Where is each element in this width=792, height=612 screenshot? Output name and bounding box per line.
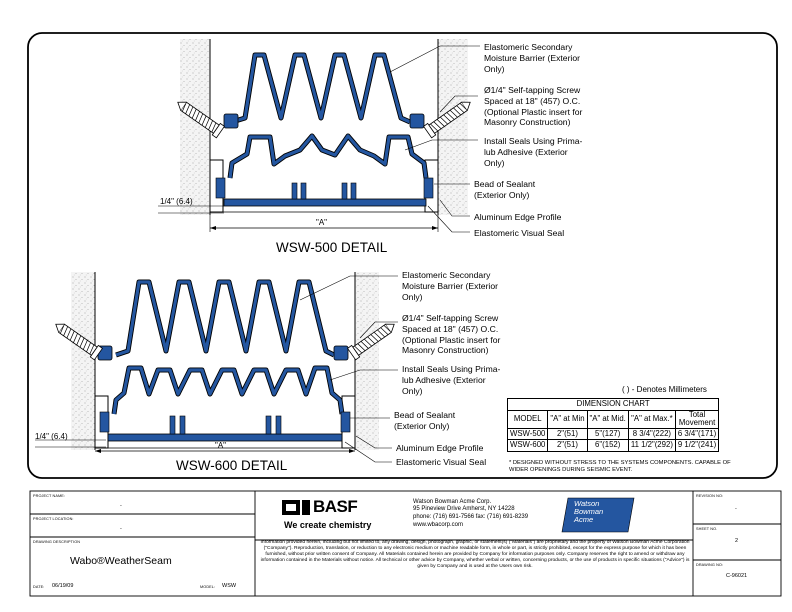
cell: 6 3/4"(171) [675,428,718,440]
dimension-chart-title: DIMENSION CHART [508,399,719,411]
project-location: - [120,526,122,532]
cell: 2"(51) [548,440,587,452]
cell: 2"(51) [548,428,587,440]
company-name: Watson Bowman Acme Corp. [413,499,492,505]
date: 06/19/09 [52,583,74,589]
company-phone: phone: (716) 691-7566 fax: (716) 691-8239 [413,514,529,520]
col-header: Total Movement [675,410,718,428]
callout-500-edge-profile: Aluminum Edge Profile [474,212,562,222]
col-header: "A" at Min [548,410,587,428]
wba-logo-line1: Watson [574,499,600,508]
basf-brand: BASF [313,497,358,516]
table-row [508,428,719,440]
drawing-description-label: DRAWING DESCRIPTION [33,540,81,544]
wsw-500-drawing [158,39,480,232]
company-web: www.wbacorp.com [413,522,464,528]
project-name-label: PROJECT NAME: [33,494,66,498]
disclaimer-text: Information provided herein, including but not limited to, any drawing, design, photograph, graphic, or statement(s) ("Materials") are proprietary and the property of Watson Bowman Acme Corporation ("Company"). Reproduction, translation, or reduction to any electronic medium or machine readable form, in whole or part, is strictly prohibited, except for the express purpose for which it has been furnished, without prior written consent of Company. All Materials contained herein are provided by Company for information purposes only. Company reserves the right to amend or withdraw any information contained in the Materials without notice. All technical or other advice by Company, whether verbal or written, concerning products, or the use of products in specific situations ("Advice") is given by Company and is used at the Users own risk. [260,540,690,570]
callout-500-screw: Ø1/4" Self-tapping Screw Spaced at 18" (457) O.C. (Optional Plastic insert for Masonry Construction) [484,85,583,128]
detail-title-wsw-600: WSW-600 DETAIL [176,458,288,473]
model: WSW [222,583,237,589]
project-name: - [120,503,122,509]
cell: 9 1/2"(241) [675,440,718,452]
wba-logo-line3: Acme [574,515,594,524]
callout-600-sealant: Bead of Sealant (Exterior Only) [394,410,456,431]
cell: 6"(152) [587,440,628,452]
mm-note: ( ) - Denotes Millimeters [622,385,707,394]
drawing-description: Wabo®WeatherSeam [70,555,172,567]
table-row [508,440,719,452]
dimension-chart [507,398,719,452]
cell: 5"(127) [587,428,628,440]
model-label: MODEL: [200,585,216,589]
col-header: MODEL [508,410,548,428]
basf-tagline: We create chemistry [284,520,372,530]
revision: - [735,506,737,512]
company-address: 95 Pineview Drive Amherst, NY 14228 [413,506,515,512]
drawing-no-label: DRAWING NO: [696,563,724,567]
date-label: DATE: [33,585,45,589]
dim-600-quarter: 1/4" (6.4) [35,432,68,441]
callout-600-screw: Ø1/4" Self-tapping Screw Spaced at 18" (457) O.C. (Optional Plastic insert for Masonry Construction) [402,313,501,356]
dim-500-quarter: 1/4" (6.4) [160,197,193,206]
cell: 11 1/2"(292) [628,440,675,452]
col-header: "A" at Max.* [628,410,675,428]
callout-500-seals: Install Seals Using Prima-lub Adhesive (Exterior Only) [484,136,583,168]
col-header: "A" at Mid. [587,410,628,428]
wba-logo-line2: Bowman [574,507,604,516]
callout-500-moisture-barrier: Elastomeric Secondary Moisture Barrier (Exterior Only) [484,42,580,74]
cell: WSW-500 [508,428,548,440]
wsw-600-drawing [35,272,398,462]
cell: WSW-600 [508,440,548,452]
cell: 8 3/4"(222) [628,428,675,440]
dimension-footnote: * DESIGNED WITHOUT STRESS TO THE SYSTEMS COMPONENTS. CAPABLE OF WIDER OPENINGS DURING SEISMIC EVENT. [509,460,731,473]
sheet-label: SHEET NO. [696,527,718,531]
callout-600-seals: Install Seals Using Prima-lub Adhesive (Exterior Only) [402,364,501,396]
dim-500-a: "A" [316,218,328,227]
drawing-no: C-96021 [726,573,748,579]
sheet: 2 [735,538,739,544]
callout-500-sealant: Bead of Sealant (Exterior Only) [474,179,536,200]
callout-600-edge-profile: Aluminum Edge Profile [396,443,484,453]
basf-logo-mark [282,500,310,515]
detail-title-wsw-500: WSW-500 DETAIL [276,240,388,255]
project-location-label: PROJECT LOCATION: [33,517,74,521]
callout-600-visual-seal: Elastomeric Visual Seal [396,457,487,467]
callout-600-moisture-barrier: Elastomeric Secondary Moisture Barrier (Exterior Only) [402,270,498,302]
callout-500-visual-seal: Elastomeric Visual Seal [474,228,565,238]
dim-600-a: "A" [215,441,227,450]
revision-label: REVISION NO: [696,494,724,498]
